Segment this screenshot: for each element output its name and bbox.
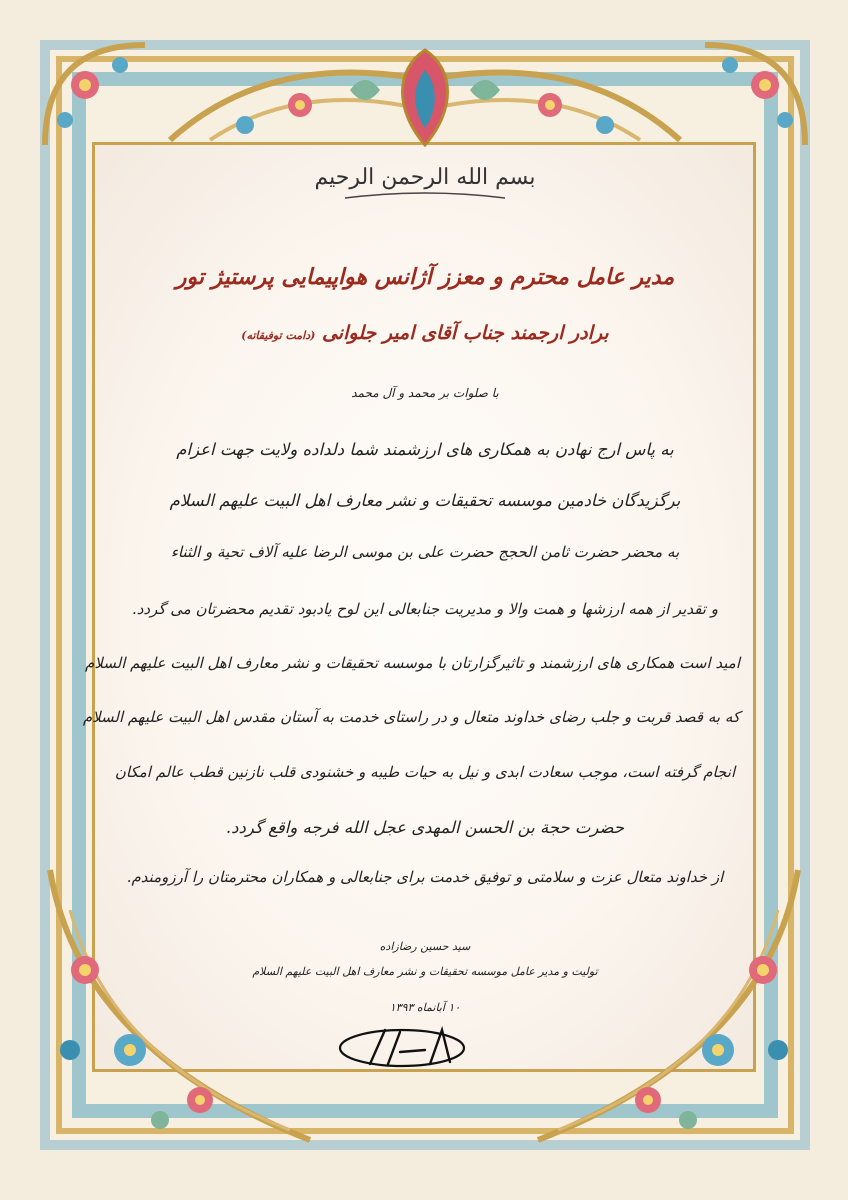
signature-date: ۱۰ آبانماه ۱۳۹۳ <box>389 1001 461 1014</box>
signatory-name: سید حسین رضازاده <box>379 940 471 953</box>
body-line-4: و تقدیر از همه ارزشها و همت والا و مدیریت جنابعالی این لوح یادبود تقدیم محضرتان می گردد. <box>131 600 718 618</box>
addressee-title: مدیر عامل محترم و معزز آژانس هواپیمایی پرستیژ تور <box>175 264 675 290</box>
addressee-name-line <box>110 322 740 344</box>
bottom-right-floral-ornament <box>528 850 808 1150</box>
signatory-position: تولیت و مدیر عامل موسسه تحقیقات و نشر معارف اهل البیت علیهم السلام <box>252 965 598 978</box>
addressee-name: برادر ارجمند جناب آقای امیر جلوانی <box>321 322 609 344</box>
body-line-7: انجام گرفته است، موجب سعادت ابدی و نیل به حیات طیبه و خشنودی قلب نازنین قطب عالم امکان <box>114 763 736 781</box>
body-line-5: امید است همکاری های ارزشمند و تاثیرگزارتان با موسسه تحقیقات و نشر معارف اهل البیت علیهم السلام <box>85 654 740 672</box>
handwritten-signature <box>330 1022 480 1072</box>
top-left-corner-ornament <box>40 40 150 150</box>
top-right-corner-ornament <box>700 40 810 150</box>
body-line-8: حضرت حجة بن الحسن المهدی عجل الله فرجه واقع گردد. <box>225 818 625 837</box>
body-line-6: که به قصد قربت و جلب رضای خداوند متعال و در راستای خدمت به آستان مقدس اهل البیت علیهم السلام <box>82 708 740 726</box>
bismillah-flourish <box>340 192 510 204</box>
body-line-9: از خداوند متعال عزت و سلامتی و توفیق خدمت برای جنابعالی و همکاران محترمتان را آرزومندم. <box>126 868 724 886</box>
bottom-left-floral-ornament <box>40 850 320 1150</box>
salutation: با صلوات بر محمد و آل محمد <box>351 386 499 400</box>
bismillah-calligraphy: بسم الله الرحمن الرحيم <box>314 165 536 190</box>
body-line-1: به پاس ارج نهادن به همکاری های ارزشمند شما دلداده ولایت جهت اعزام <box>176 440 674 459</box>
top-floral-ornament <box>150 40 700 150</box>
body-line-2: برگزیدگان خادمین موسسه تحقیقات و نشر معارف اهل البیت علیهم السلام <box>169 491 681 510</box>
body-line-3: به محضر حضرت ثامن الحجج حضرت علی بن موسی الرضا علیه آلاف تحیة و الثناء <box>170 543 680 561</box>
addressee-honorific: (دامت توفیقاته) <box>241 329 316 342</box>
